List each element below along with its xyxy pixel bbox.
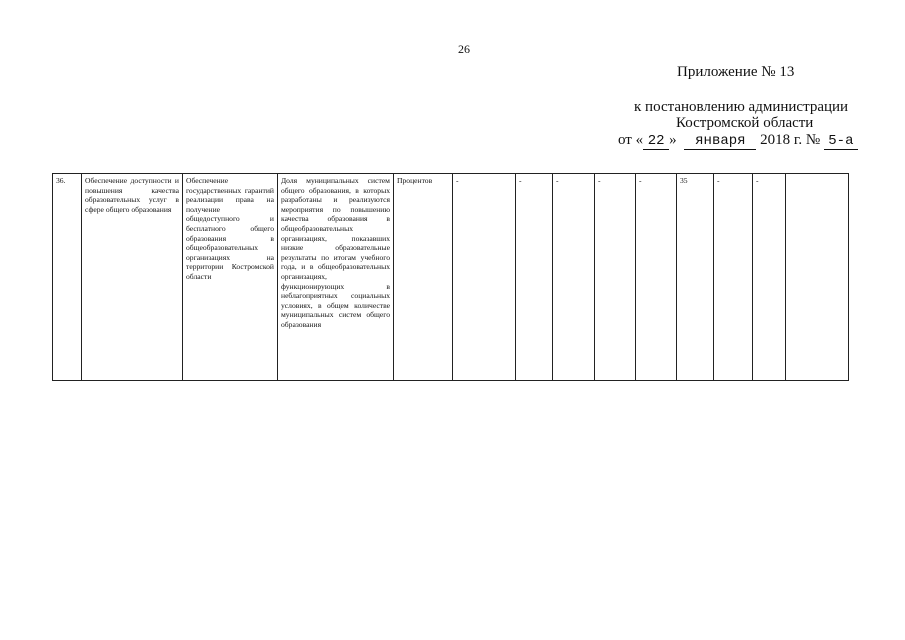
value-cell: - [714, 174, 753, 381]
value-cell: 35 [677, 174, 714, 381]
page-number: 26 [458, 42, 470, 56]
date-year: 2018 г. № [760, 132, 821, 148]
goal-cell: Обеспечение доступности и повышения качества образовательных услуг в сфере общего образования [82, 174, 183, 381]
value-cell: - [595, 174, 636, 381]
value-cell: - [453, 174, 516, 381]
date-day: 22 [643, 134, 669, 150]
value-cell: - [553, 174, 595, 381]
indicator-cell: Доля муниципальных систем общего образования, в которых разработаны и реализуются мероприятия по повышению качества образования в общеобразовательных организациях, показавших низкие образовательные результаты по итогам учебного года, и в общеобразовательных организациях, функционирующих в неблагоприятных социальных условиях, в общем количестве муниципальных систем общего образования [278, 174, 394, 381]
decree-number: 5-а [824, 134, 858, 150]
date-month: января [684, 134, 756, 150]
appendix-title: Приложение № 13 [677, 64, 795, 80]
indicator-table [52, 173, 849, 381]
region-name: Костромской области [676, 115, 814, 131]
value-cell [786, 174, 849, 381]
decree-date-line [618, 132, 858, 150]
unit-cell: Процентов [394, 174, 453, 381]
date-close-quote: » [669, 132, 677, 148]
value-cell: - [636, 174, 677, 381]
value-cell: - [516, 174, 553, 381]
decree-reference-line: к постановлению администрации [634, 99, 849, 115]
row-number: 36. [53, 174, 82, 381]
value-cell: - [753, 174, 786, 381]
task-cell: Обеспечение государственных гарантий реализации права на получение общедоступного и бесплатного общего образования в общеобразовательных организациях на территории Костромской области [183, 174, 278, 381]
date-prefix: от « [618, 132, 644, 148]
table-row [53, 174, 849, 381]
